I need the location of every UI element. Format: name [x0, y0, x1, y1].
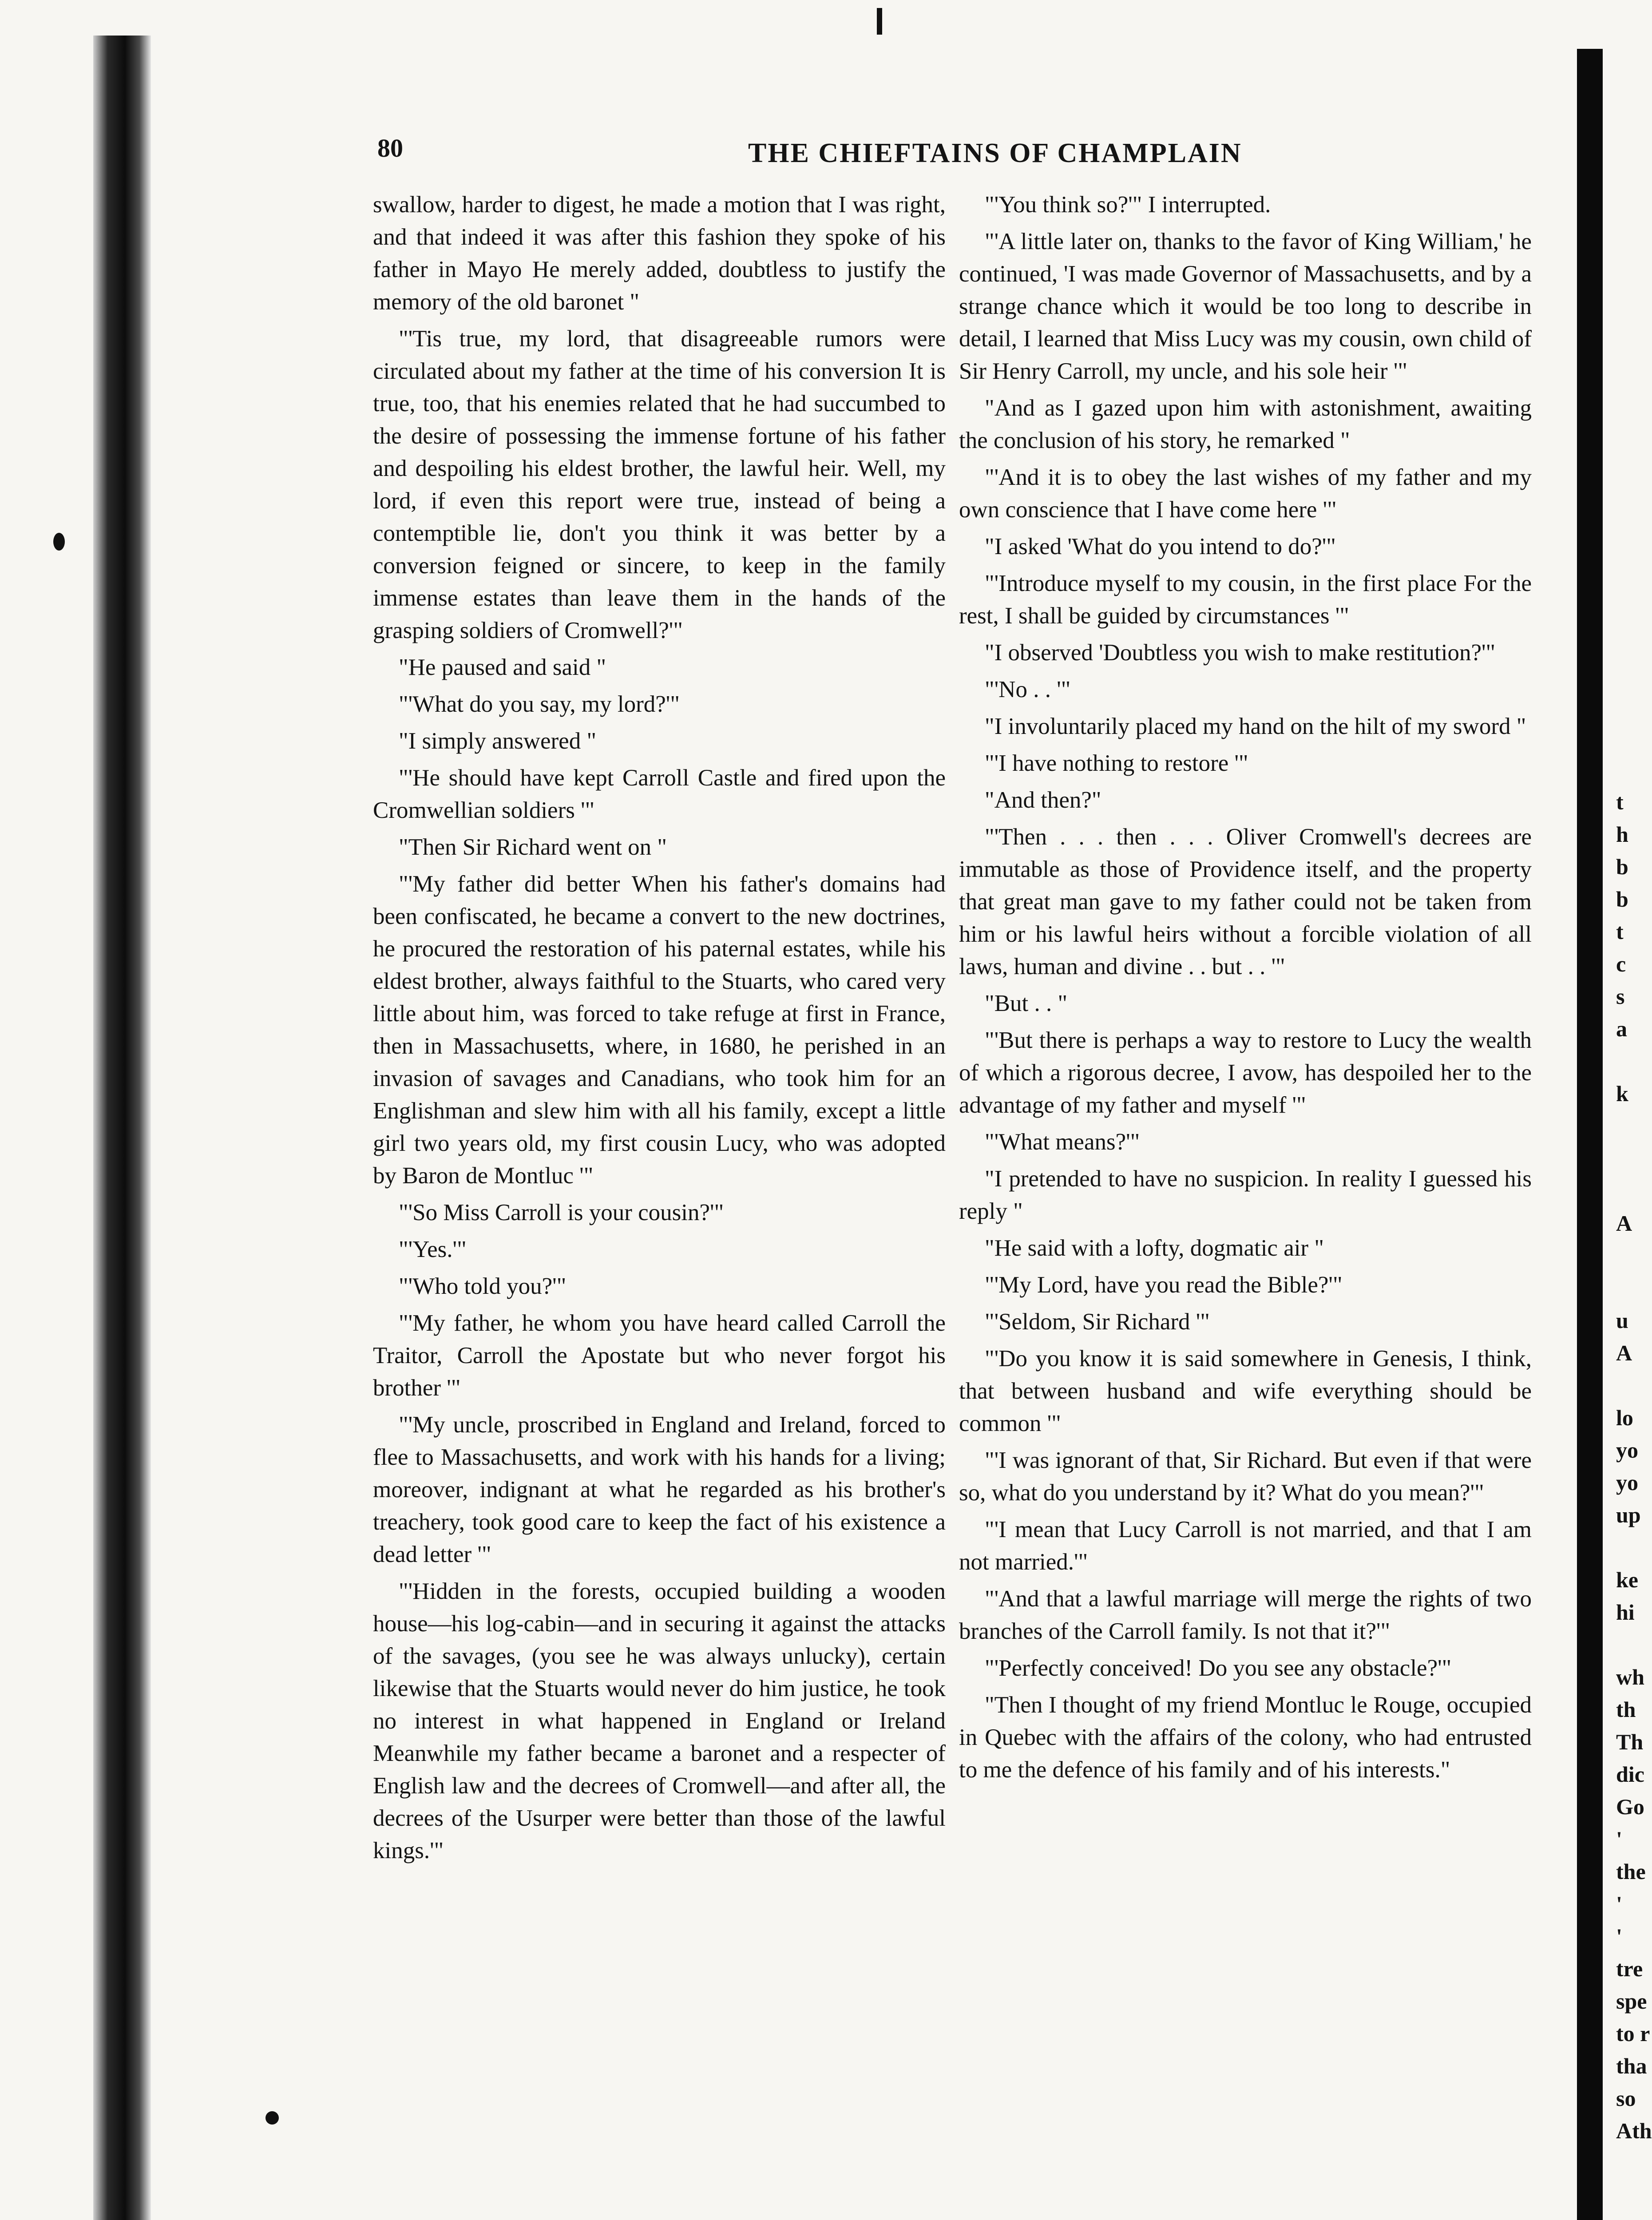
paragraph: "'Yes.'" — [399, 1237, 467, 1262]
neighbor-fragment: tha — [1616, 2054, 1647, 2078]
paragraph: "I pretended to have no suspicion. In reality I guessed his reply " — [959, 1166, 1532, 1224]
paragraph: "And then?" — [985, 787, 1101, 813]
paragraph: "'Perfectly conceived! Do you see any obstacle?'" — [985, 1655, 1452, 1681]
paragraph: "'I have nothing to restore '" — [985, 750, 1248, 776]
neighbor-fragment: the — [1616, 1859, 1646, 1884]
neighbor-fragment: Go — [1616, 1794, 1644, 1819]
paragraph: "'Tis true, my lord, that disagreeable rumors were circulated about my father at the time of his conversion It is true, too, that his enemies related that he had succumbed to the desire of possessing the immense fortune of his father and despoiling his eldest brother, the lawful heir. Well, my lord, if even this report were true, instead of being a contemptible lie, don't you think it was better by a conversion feigned or sincere, to keep in the family immense estates than leave them in the hands of the grasping soldiers of Cromwell?'" — [373, 326, 946, 643]
paragraph: "'Hidden in the forests, occupied building a wooden house—his log-cabin—and in securing it against the attacks of the savages, (you see he was always unlucky), certain likewise that the Stuarts would never do him justice, he took no interest in what happened in England or Ireland Meanwhile my father became a baronet and a respecter of English law and the decrees of Cromwell—and after all, the decrees of the Usurper were better than those of the lawful kings.'" — [373, 1578, 946, 1863]
paragraph: "'I was ignorant of that, Sir Richard. But even if that were so, what do you understand by it? What do you mean?'" — [959, 1447, 1532, 1506]
neighbor-fragment: c — [1616, 951, 1626, 976]
neighbor-fragment: ke — [1616, 1567, 1638, 1592]
neighbor-fragment — [1616, 1629, 1642, 1661]
paragraph: "He said with a lofty, dogmatic air " — [985, 1235, 1324, 1261]
neighbor-fragment — [1616, 1110, 1642, 1142]
running-head-text: THE CHIEFTAINS OF CHAMPLAIN — [748, 138, 1242, 168]
paragraph: "'A little later on, thanks to the favor of King William,' he continued, 'I was made Governor of Massachusetts, and by a strange chance which it would be too long to describe in detail, I learned that Miss Lucy was my cousin, own child of Sir Henry Carroll, my uncle, and his sole heir '" — [959, 229, 1532, 384]
right-text-column — [959, 189, 1532, 1791]
paragraph: "'And that a lawful marriage will merge the rights of two branches of the Carroll family. Is not that it?'" — [959, 1586, 1532, 1644]
neighbor-fragment — [1616, 1142, 1642, 1175]
paragraph: "'Who told you?'" — [399, 1273, 567, 1299]
paragraph: "'Introduce myself to my cousin, in the first place For the rest, I shall be guided by circumstances '" — [959, 571, 1532, 629]
paragraph: "'And it is to obey the last wishes of my father and my own conscience that I have come here '" — [959, 464, 1532, 523]
neighbor-fragment: lo — [1616, 1405, 1633, 1430]
neighbor-fragment: dic — [1616, 1762, 1644, 1787]
neighbor-fragment: to r — [1616, 2021, 1650, 2046]
neighbor-fragment: t — [1616, 919, 1624, 944]
paragraph: "'Seldom, Sir Richard '" — [985, 1309, 1210, 1335]
paragraph: "'My Lord, have you read the Bible?'" — [985, 1272, 1343, 1298]
paragraph: "'You think so?'" I interrupted. — [985, 192, 1271, 218]
paragraph: "And as I gazed upon him with astonishment, awaiting the conclusion of his story, he remarked " — [959, 395, 1532, 453]
binding-edge — [93, 36, 151, 2220]
margin-speck — [53, 533, 65, 551]
scan-mark — [877, 8, 882, 35]
neighbor-fragment: wh — [1616, 1665, 1644, 1689]
neighbor-fragment: th — [1616, 1697, 1636, 1722]
paragraph: "I simply answered " — [399, 728, 597, 754]
neighbor-fragment: b — [1616, 854, 1628, 879]
neighbor-fragment: hi — [1616, 1600, 1635, 1625]
paragraph: "'Do you know it is said somewhere in Genesis, I think, that between husband and wife everything should be common '" — [959, 1346, 1532, 1436]
neighbor-fragment: yo — [1616, 1438, 1638, 1463]
paragraph: "'My father did better When his father's domains had been confiscated, he became a convert to the new doctrines, he procured the restoration of his paternal estates, while his eldest brother, always faithful to the Stuarts, who cared very little about him, was forced to take refuge at first in France, then in Massachusetts, where, in 1680, he perished in an invasion of savages and Canadians, who took him for an Englishman and slew him with all his family, except a little girl two years old, my first cousin Lucy, who was adopted by Baron de Montluc '" — [373, 871, 946, 1189]
neighbor-fragment: so — [1616, 2086, 1636, 2111]
neighbor-fragment — [1616, 1369, 1642, 1402]
paragraph: "'What means?'" — [985, 1129, 1140, 1155]
neighbor-fragment: Th — [1616, 1729, 1644, 1754]
paragraph: "I observed 'Doubtless you wish to make restitution?'" — [985, 640, 1496, 666]
paragraph: "I asked 'What do you intend to do?'" — [985, 534, 1336, 559]
neighbor-fragment: ' — [1616, 1924, 1622, 1949]
neighbor-fragment: a — [1616, 1016, 1627, 1041]
paragraph: "'No . . '" — [985, 677, 1071, 702]
neighbor-fragment — [1616, 1531, 1642, 1564]
paragraph: "'My uncle, proscribed in England and Ireland, forced to flee to Massachusetts, and work with his hands for a living; moreover, indignant at what he regarded as his brother's treachery, took good care to keep the fact of his existence a dead letter '" — [373, 1412, 946, 1567]
neighbor-fragment: spe — [1616, 1989, 1647, 2014]
neighbor-fragment: s — [1616, 984, 1625, 1009]
paragraph: "'But there is perhaps a way to restore to Lucy the wealth of which a rigorous decree, I avow, has despoiled her to the advantage of my father and myself '" — [959, 1027, 1532, 1118]
running-head — [748, 138, 1242, 169]
neighbor-fragment — [1616, 1240, 1642, 1272]
neighbor-fragment: A — [1616, 1211, 1632, 1236]
neighbor-fragment — [1616, 1272, 1642, 1304]
neighbor-fragment: b — [1616, 887, 1628, 912]
neighbor-fragment: ' — [1616, 1891, 1622, 1916]
paragraph: "'My father, he whom you have heard called Carroll the Traitor, Carroll the Apostate but who never forgot his brother '" — [373, 1310, 946, 1401]
neighbor-fragment: up — [1616, 1502, 1641, 1527]
paragraph: "Then I thought of my friend Montluc le Rouge, occupied in Quebec with the affairs of the colony, who had entrusted to me the defence of his family and of his interests." — [959, 1692, 1532, 1783]
neighbor-fragment: A — [1616, 1340, 1632, 1365]
paragraph: "'I mean that Lucy Carroll is not married, and that I am not married.'" — [959, 1517, 1532, 1575]
paragraph: "'He should have kept Carroll Castle and fired upon the Cromwellian soldiers '" — [373, 765, 946, 823]
neighbor-fragment: h — [1616, 822, 1628, 847]
neighbor-fragment: yo — [1616, 1470, 1638, 1495]
paragraph: "Then Sir Richard went on " — [399, 834, 667, 860]
neighbor-fragment: k — [1616, 1081, 1628, 1106]
neighbor-page-fragments — [1616, 786, 1652, 2147]
paragraph: "He paused and said " — [399, 654, 606, 680]
paragraph: "'Then . . . then . . . Oliver Cromwell's decrees are immutable as those of Providence itself, and the property that great man gave to my father could not be taken from him or his lawful heirs without a forcible violation of all laws, human and divine . . but . . '" — [959, 824, 1532, 979]
page-edge-shadow — [1577, 49, 1603, 2220]
page-number: 80 — [377, 134, 403, 163]
neighbor-fragment — [1616, 1175, 1642, 1207]
neighbor-fragment: Ath — [1616, 2118, 1652, 2143]
paragraph: swallow, harder to digest, he made a motion that I was right, and that indeed it was after this fashion they spoke of his father in Mayo He merely added, doubtless to justify the memory of the old baronet " — [373, 192, 946, 315]
paragraph: "I involuntarily placed my hand on the hilt of my sword " — [985, 714, 1526, 739]
neighbor-fragment — [1616, 1045, 1642, 1078]
neighbor-fragment: ' — [1616, 1827, 1622, 1851]
neighbor-fragment: u — [1616, 1308, 1628, 1333]
paragraph: "'So Miss Carroll is your cousin?'" — [399, 1200, 724, 1225]
margin-speck — [265, 2111, 279, 2125]
neighbor-fragment: t — [1616, 789, 1624, 814]
paragraph: "'What do you say, my lord?'" — [399, 691, 680, 717]
neighbor-fragment: tre — [1616, 1956, 1643, 1981]
paragraph: "But . . " — [985, 991, 1068, 1016]
left-text-column — [373, 189, 946, 1871]
